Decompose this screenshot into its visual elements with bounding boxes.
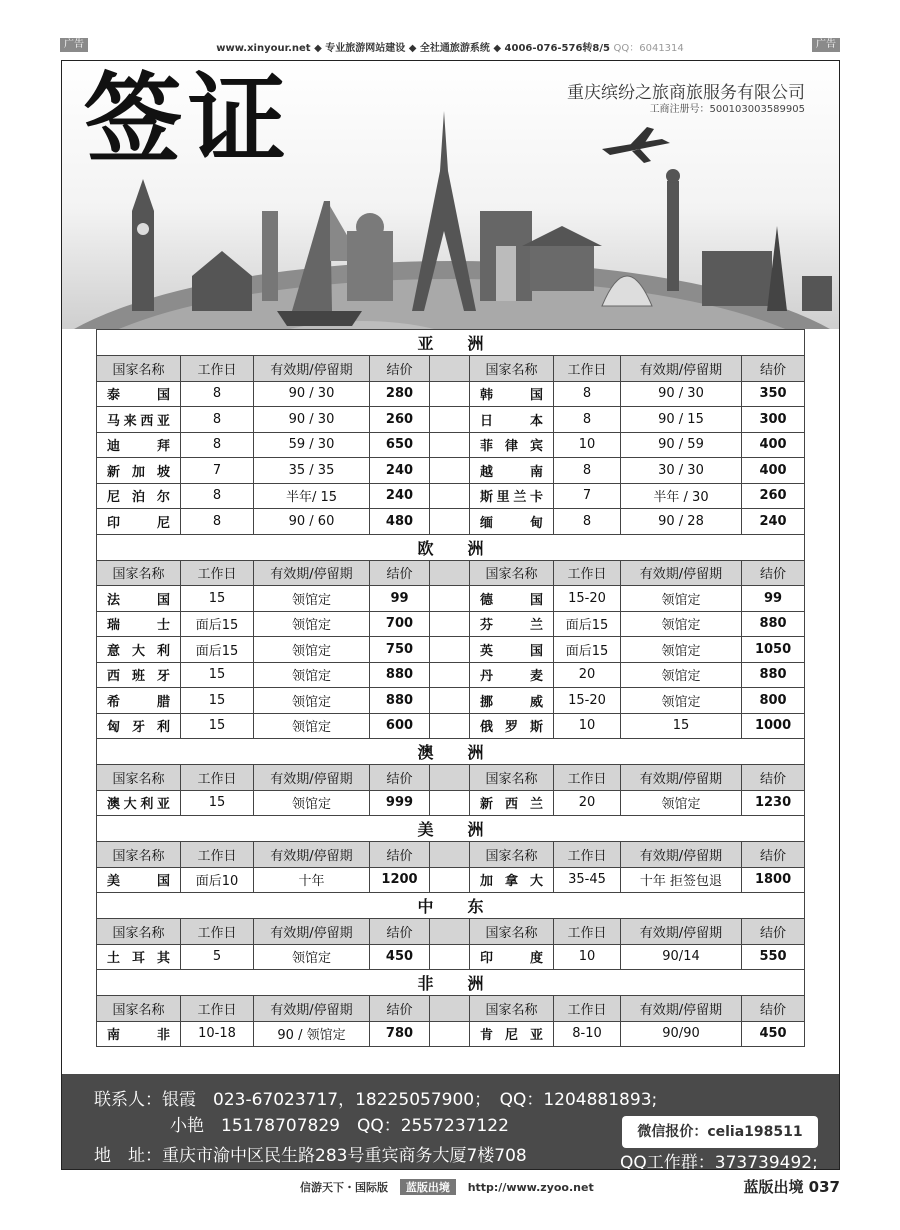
country-name: 挪 威 [470,688,554,714]
country-name: 希 腊 [97,688,181,714]
column-header: 结价 [742,560,805,586]
column-header: 工作日 [554,919,621,945]
work-days: 10 [554,432,621,458]
table-row [97,407,805,433]
table-header-row [97,560,805,586]
region-title [97,970,805,996]
country-name: 泰 国 [97,381,181,407]
country-name: 土耳其 [97,944,181,970]
region-title-char-2: 洲 [467,974,484,993]
work-days: 8 [554,509,621,535]
work-days: 15 [181,662,254,688]
country-name: 丹 麦 [470,662,554,688]
footer-tag: 蓝版出境 [400,1179,456,1195]
footer-center [300,1179,594,1195]
table-row [97,790,805,816]
work-days: 8 [554,407,621,433]
country-name: 韩 国 [470,381,554,407]
work-days: 10 [554,944,621,970]
region-title-char-1: 中 [417,897,434,916]
country-name: 意大利 [97,637,181,663]
region-title-char-2: 洲 [467,538,484,558]
column-gap [430,713,470,739]
table-header-row [97,356,805,382]
country-name: 西班牙 [97,662,181,688]
region-title [97,739,805,765]
country-name: 匈牙利 [97,713,181,739]
column-gap [430,842,470,868]
table-header-row [97,765,805,791]
region-title-char-1: 欧 [417,538,434,558]
visa-page-frame [61,60,840,1170]
table-header-row [97,842,805,868]
page-footer [60,1176,840,1200]
country-name: 新加坡 [97,458,181,484]
validity-stay: 90 / 28 [621,509,742,535]
page-title: 签证 [84,62,293,177]
region-row [97,534,805,560]
table-row [97,713,805,739]
table-row [97,381,805,407]
price: 780 [370,1021,430,1047]
top-qq: QQ：6041314 [613,43,684,54]
column-header: 有效期/停留期 [621,356,742,382]
country-name: 澳大利亚 [97,790,181,816]
column-gap [430,611,470,637]
column-header: 有效期/停留期 [254,356,370,382]
column-header: 结价 [370,842,430,868]
column-header: 结价 [742,356,805,382]
validity-stay: 领馆定 [254,944,370,970]
region-title-char-1: 美 [417,820,434,839]
validity-stay: 半年/ 15 [254,483,370,509]
table-row [97,662,805,688]
region-title-char-2: 东 [467,897,484,916]
work-days: 8 [181,432,254,458]
work-days: 15 [181,713,254,739]
validity-stay: 90 / 59 [621,432,742,458]
country-name: 瑞 士 [97,611,181,637]
price: 240 [742,509,805,535]
region-title-char-1: 亚 [417,334,434,353]
price: 600 [370,713,430,739]
work-days: 15 [181,688,254,714]
column-header: 工作日 [554,765,621,791]
table-row [97,688,805,714]
column-header: 工作日 [181,919,254,945]
column-header: 有效期/停留期 [254,560,370,586]
column-header: 结价 [742,996,805,1022]
work-days: 面后15 [554,611,621,637]
hero-banner [62,61,839,329]
validity-stay: 领馆定 [621,586,742,612]
column-gap [430,688,470,714]
price: 880 [370,688,430,714]
top-ad-line [60,39,840,54]
country-name: 美 国 [97,867,181,893]
work-days: 8-10 [554,1021,621,1047]
price: 880 [742,611,805,637]
contact-panel [62,1074,839,1169]
table-header-row [97,996,805,1022]
contact-line-2: 小艳 15178707829 QQ：2557237122 [170,1116,509,1136]
column-header: 结价 [370,356,430,382]
validity-stay: 十年 拒签包退 [621,867,742,893]
column-gap [430,944,470,970]
price: 700 [370,611,430,637]
validity-stay: 90 / 30 [254,407,370,433]
column-gap [430,560,470,586]
country-name: 越 南 [470,458,554,484]
price: 1000 [742,713,805,739]
region-title-char-2: 洲 [467,743,484,762]
column-gap [430,432,470,458]
column-header: 有效期/停留期 [254,842,370,868]
column-gap [430,483,470,509]
column-header: 国家名称 [97,765,181,791]
country-name: 缅 甸 [470,509,554,535]
column-gap [430,637,470,663]
country-name: 斯里兰卡 [470,483,554,509]
country-name: 芬 兰 [470,611,554,637]
validity-stay: 领馆定 [254,790,370,816]
price: 240 [370,483,430,509]
column-header: 国家名称 [470,919,554,945]
qq-work-group: QQ工作群：373739492; [620,1153,818,1170]
column-header: 国家名称 [97,842,181,868]
column-header: 有效期/停留期 [621,560,742,586]
price: 750 [370,637,430,663]
validity-stay: 领馆定 [254,637,370,663]
registration-number: 工商注册号：500103003589905 [649,104,805,115]
price: 260 [742,483,805,509]
visa-price-table-wrap [96,329,804,1047]
work-days: 20 [554,662,621,688]
table-row [97,586,805,612]
table-row [97,483,805,509]
validity-stay: 90/90 [621,1021,742,1047]
price: 450 [742,1021,805,1047]
visa-price-table [96,329,805,1047]
region-row [97,739,805,765]
column-header: 结价 [370,765,430,791]
price: 400 [742,458,805,484]
table-row [97,1021,805,1047]
column-header: 国家名称 [97,919,181,945]
work-days: 面后15 [554,637,621,663]
work-days: 8 [181,509,254,535]
column-header: 有效期/停留期 [621,919,742,945]
work-days: 15-20 [554,688,621,714]
country-name: 俄罗斯 [470,713,554,739]
work-days: 15 [181,586,254,612]
column-header: 国家名称 [470,996,554,1022]
table-row [97,432,805,458]
wechat-quote-badge: 微信报价：celia198511 [622,1116,818,1148]
column-gap [430,586,470,612]
price: 650 [370,432,430,458]
work-days: 5 [181,944,254,970]
price: 300 [742,407,805,433]
table-row [97,509,805,535]
price: 240 [370,458,430,484]
country-name: 迪 拜 [97,432,181,458]
column-gap [430,765,470,791]
validity-stay: 35 / 35 [254,458,370,484]
column-header: 工作日 [554,356,621,382]
region-title [97,534,805,560]
price: 1050 [742,637,805,663]
footer-brand: 信游天下・国际版 [300,1181,388,1194]
country-name: 南 非 [97,1021,181,1047]
price: 880 [370,662,430,688]
region-title [97,330,805,356]
column-header: 有效期/停留期 [254,996,370,1022]
company-name: 重庆缤纷之旅商旅服务有限公司 [567,83,805,103]
column-header: 国家名称 [97,560,181,586]
column-header: 工作日 [181,842,254,868]
table-row [97,867,805,893]
validity-stay: 90 / 30 [621,381,742,407]
validity-stay: 90 / 领馆定 [254,1021,370,1047]
column-header: 工作日 [181,765,254,791]
validity-stay: 十年 [254,867,370,893]
top-ad-text: www.xinyour.net ◆ 专业旅游网站建设 ◆ 全社通旅游系统 ◆ 4006-076-576转8/5 [216,43,610,54]
table-header-row [97,919,805,945]
validity-stay: 领馆定 [621,790,742,816]
validity-stay: 半年 / 30 [621,483,742,509]
column-gap [430,356,470,382]
price: 800 [742,688,805,714]
column-header: 有效期/停留期 [254,765,370,791]
table-row [97,944,805,970]
region-row [97,970,805,996]
column-header: 工作日 [554,842,621,868]
page-number: 蓝版出境 037 [743,1178,840,1196]
country-name: 尼泊尔 [97,483,181,509]
validity-stay: 领馆定 [254,662,370,688]
region-title [97,893,805,919]
country-name: 日 本 [470,407,554,433]
validity-stay: 90 / 15 [621,407,742,433]
validity-stay: 领馆定 [254,611,370,637]
validity-stay: 59 / 30 [254,432,370,458]
price: 99 [742,586,805,612]
work-days: 8 [181,483,254,509]
ad-tag-left: 广告 [60,38,88,52]
region-title-char-1: 澳 [417,743,434,762]
contact-line-1: 联系人：银霞 023-67023717，18225057900； QQ：1204881893; [94,1090,658,1110]
column-header: 国家名称 [97,996,181,1022]
table-row [97,637,805,663]
country-name: 印 度 [470,944,554,970]
work-days: 10-18 [181,1021,254,1047]
price: 280 [370,381,430,407]
validity-stay: 30 / 30 [621,458,742,484]
column-gap [430,867,470,893]
table-row [97,611,805,637]
column-gap [430,1021,470,1047]
work-days: 面后15 [181,637,254,663]
column-header: 国家名称 [97,356,181,382]
work-days: 8 [181,407,254,433]
country-name: 英 国 [470,637,554,663]
country-name: 加拿大 [470,867,554,893]
column-header: 国家名称 [470,765,554,791]
region-title-char-2: 洲 [467,820,484,839]
price: 400 [742,432,805,458]
validity-stay: 90 / 30 [254,381,370,407]
column-header: 结价 [370,919,430,945]
work-days: 7 [181,458,254,484]
validity-stay: 领馆定 [621,611,742,637]
column-header: 有效期/停留期 [621,996,742,1022]
column-header: 工作日 [181,996,254,1022]
column-header: 有效期/停留期 [621,842,742,868]
work-days: 15 [181,790,254,816]
table-row [97,458,805,484]
validity-stay: 90 / 60 [254,509,370,535]
country-name: 德 国 [470,586,554,612]
column-gap [430,996,470,1022]
column-header: 工作日 [554,560,621,586]
work-days: 8 [554,458,621,484]
country-name: 法 国 [97,586,181,612]
price: 1800 [742,867,805,893]
column-header: 结价 [742,765,805,791]
price: 999 [370,790,430,816]
column-header: 有效期/停留期 [621,765,742,791]
validity-stay: 领馆定 [621,637,742,663]
work-days: 面后15 [181,611,254,637]
column-header: 结价 [370,996,430,1022]
price: 1200 [370,867,430,893]
work-days: 面后10 [181,867,254,893]
column-header: 工作日 [554,996,621,1022]
price: 450 [370,944,430,970]
column-header: 工作日 [181,560,254,586]
price: 1230 [742,790,805,816]
top-banner [60,38,840,56]
price: 880 [742,662,805,688]
work-days: 8 [181,381,254,407]
region-row [97,330,805,356]
column-header: 结价 [370,560,430,586]
work-days: 8 [554,381,621,407]
work-days: 20 [554,790,621,816]
country-name: 肯尼亚 [470,1021,554,1047]
column-header: 结价 [742,842,805,868]
country-name: 菲律宾 [470,432,554,458]
region-title-char-2: 洲 [467,334,484,353]
column-header: 有效期/停留期 [254,919,370,945]
work-days: 35-45 [554,867,621,893]
region-title-char-1: 非 [417,974,434,993]
column-header: 工作日 [181,356,254,382]
work-days: 7 [554,483,621,509]
price: 480 [370,509,430,535]
validity-stay: 领馆定 [621,688,742,714]
column-gap [430,407,470,433]
work-days: 15-20 [554,586,621,612]
price: 260 [370,407,430,433]
column-gap [430,919,470,945]
price: 99 [370,586,430,612]
validity-stay: 领馆定 [621,662,742,688]
price: 350 [742,381,805,407]
validity-stay: 15 [621,713,742,739]
validity-stay: 领馆定 [254,586,370,612]
column-gap [430,458,470,484]
column-gap [430,509,470,535]
validity-stay: 领馆定 [254,713,370,739]
column-header: 国家名称 [470,356,554,382]
country-name: 印 尼 [97,509,181,535]
validity-stay: 90/14 [621,944,742,970]
column-header: 国家名称 [470,842,554,868]
country-name: 马来西亚 [97,407,181,433]
column-gap [430,662,470,688]
address-line: 地 址：重庆市渝中区民生路283号重宾商务大厦7楼708 [94,1146,527,1166]
region-title [97,816,805,842]
column-gap [430,790,470,816]
price: 550 [742,944,805,970]
validity-stay: 领馆定 [254,688,370,714]
column-header: 国家名称 [470,560,554,586]
country-name: 新西兰 [470,790,554,816]
column-gap [430,381,470,407]
region-row [97,893,805,919]
region-row [97,816,805,842]
footer-url[interactable]: http://www.zyoo.net [467,1181,594,1194]
ad-tag-right: 广告 [812,38,840,52]
work-days: 10 [554,713,621,739]
column-header: 结价 [742,919,805,945]
